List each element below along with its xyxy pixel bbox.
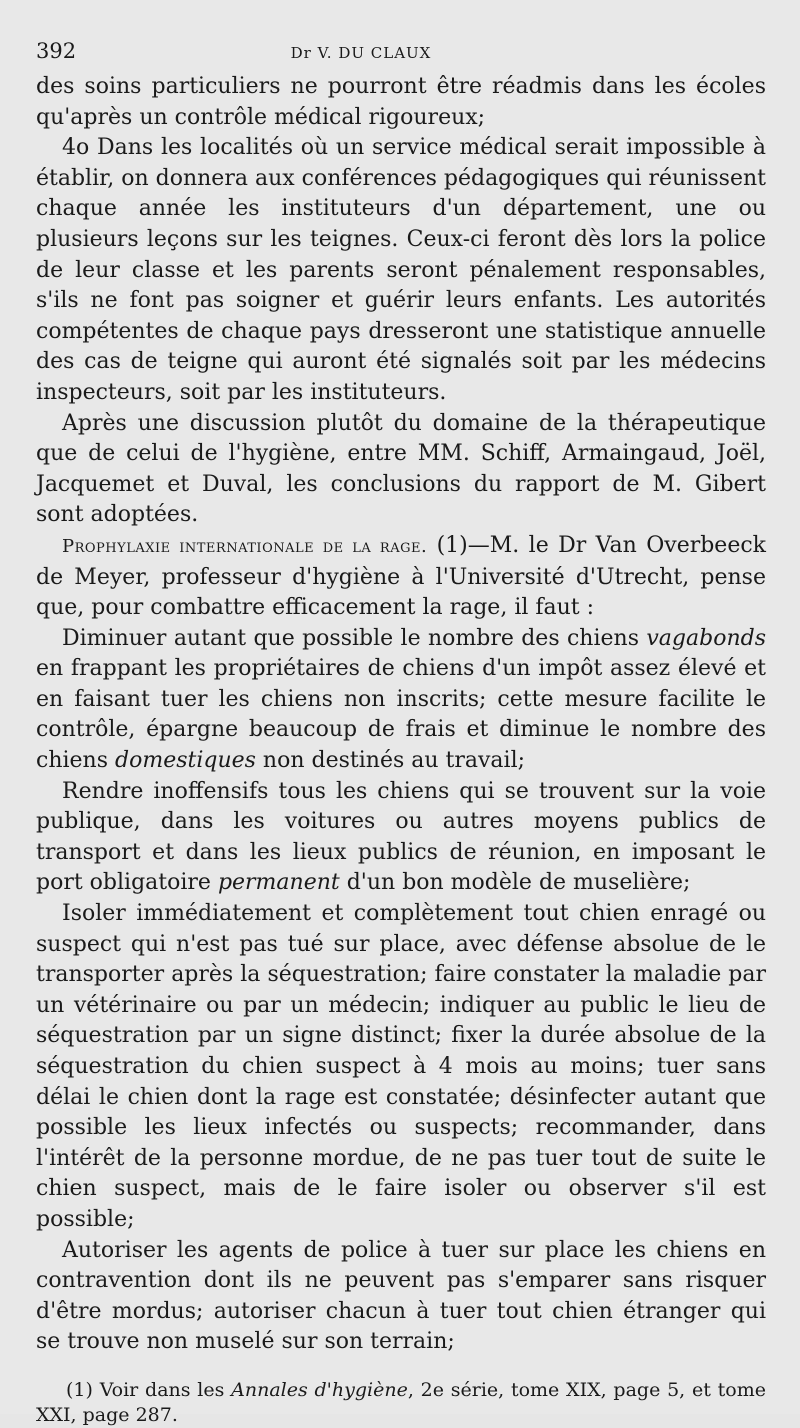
paragraph: 4o Dans les localités où un service médical serait impossible à établir, on donnera aux conférences pédagogiques qui réunissent chaque année les instituteurs d'un département, une ou plusieurs leçons sur les teignes. Ceux-ci feront dès lors la police de leur classe et les parents seront pénalement responsables, s'ils ne font pas soigner et guérir leurs enfants. Les autorités compétentes de chaque pays dresseront une statistique annuelle des cas de teigne qui auront été signalés soit par les médecins inspecteurs, soit par les instituteurs. xyxy=(36,135,766,405)
paragraph-text: en frappant les propriétaires de chiens d'un impôt assez élevé et en faisant tuer les chiens non inscrits; cette mesure facilite le contrôle, épargne beaucoup de frais et diminue le nombre des chiens xyxy=(36,656,766,774)
footnote-marker: (1) xyxy=(66,1378,93,1401)
section-heading: Prophylaxie internationale de la rage. xyxy=(62,535,428,557)
page-header xyxy=(36,38,766,66)
paragraph-text: —M. le Dr Van Overbeeck de Meyer, professeur d'hygiène à l'Université d'Utrecht, pense que, pour combattre efficacement la rage, il faut : xyxy=(36,532,767,621)
paragraph: Autoriser les agents de police à tuer sur place les chiens en contravention dont ils ne peuvent pas s'emparer sans risquer d'être mordus; autoriser chacun à tuer tout chien étranger qui se trouve non muselé sur son terrain; xyxy=(36,1237,766,1355)
page-number: 392 xyxy=(36,39,77,63)
paragraph xyxy=(36,531,766,624)
paragraph xyxy=(36,777,766,899)
paragraph: Isoler immédiatement et complètement tout chien enragé ou suspect qui n'est pas tué sur place, avec défense absolue de le transporter après la séquestration; faire constater la maladie par un vétérinaire ou par un médecin; indiquer au public le lieu de séquestration par un signe distinct; fixer la durée absolue de la séquestration du chien suspect à 4 mois au moins; tuer sans délai le chien dont la rage est constatée; désinfecter autant que possible les lieux infectés ou suspects; recommander, dans l'intérêt de la personne mordue, de ne pas tuer tout de suite le chien suspect, mais de le faire isoler ou observer s'il est possible; xyxy=(36,901,766,1232)
running-head: Dr V. DU CLAUX xyxy=(290,44,432,62)
paragraph: des soins particuliers ne pourront être réadmis dans les écoles qu'après un contrôle médical rigoureux; xyxy=(36,74,766,130)
body-text xyxy=(36,72,766,1358)
emphasis: Annales d'hygiène xyxy=(231,1378,408,1401)
footnote-text: , 2e série, tome XIX, page 5, et tome XXI, page 287. xyxy=(36,1378,766,1426)
footnote xyxy=(36,1378,766,1428)
paragraph-text: Rendre inoffensifs tous les chiens qui se trouvent sur la voie publique, dans les voitures ou autres moyens publics de transport et dans les lieux publics de réunion, en imposant le port obligatoire xyxy=(36,778,766,896)
paragraph: Après une discussion plutôt du domaine de la thérapeutique que de celui de l'hygiène, entre MM. Schiff, Armaingaud, Joël, Jacquemet et Duval, les conclusions du rapport de M. Gibert sont adoptées. xyxy=(36,410,766,528)
paragraph-text: non destinés au travail; xyxy=(255,748,526,774)
footnote-ref: (1) xyxy=(436,532,468,558)
footnote-text: Voir dans les xyxy=(92,1378,232,1401)
paragraph xyxy=(36,624,766,777)
paragraph-text: Diminuer autant que possible le nombre des chiens xyxy=(62,625,647,651)
emphasis: domestiques xyxy=(115,748,256,774)
paragraph-text: d'un bon modèle de muselière; xyxy=(339,870,691,896)
emphasis: permanent xyxy=(217,870,340,896)
emphasis: vagabonds xyxy=(646,625,766,651)
